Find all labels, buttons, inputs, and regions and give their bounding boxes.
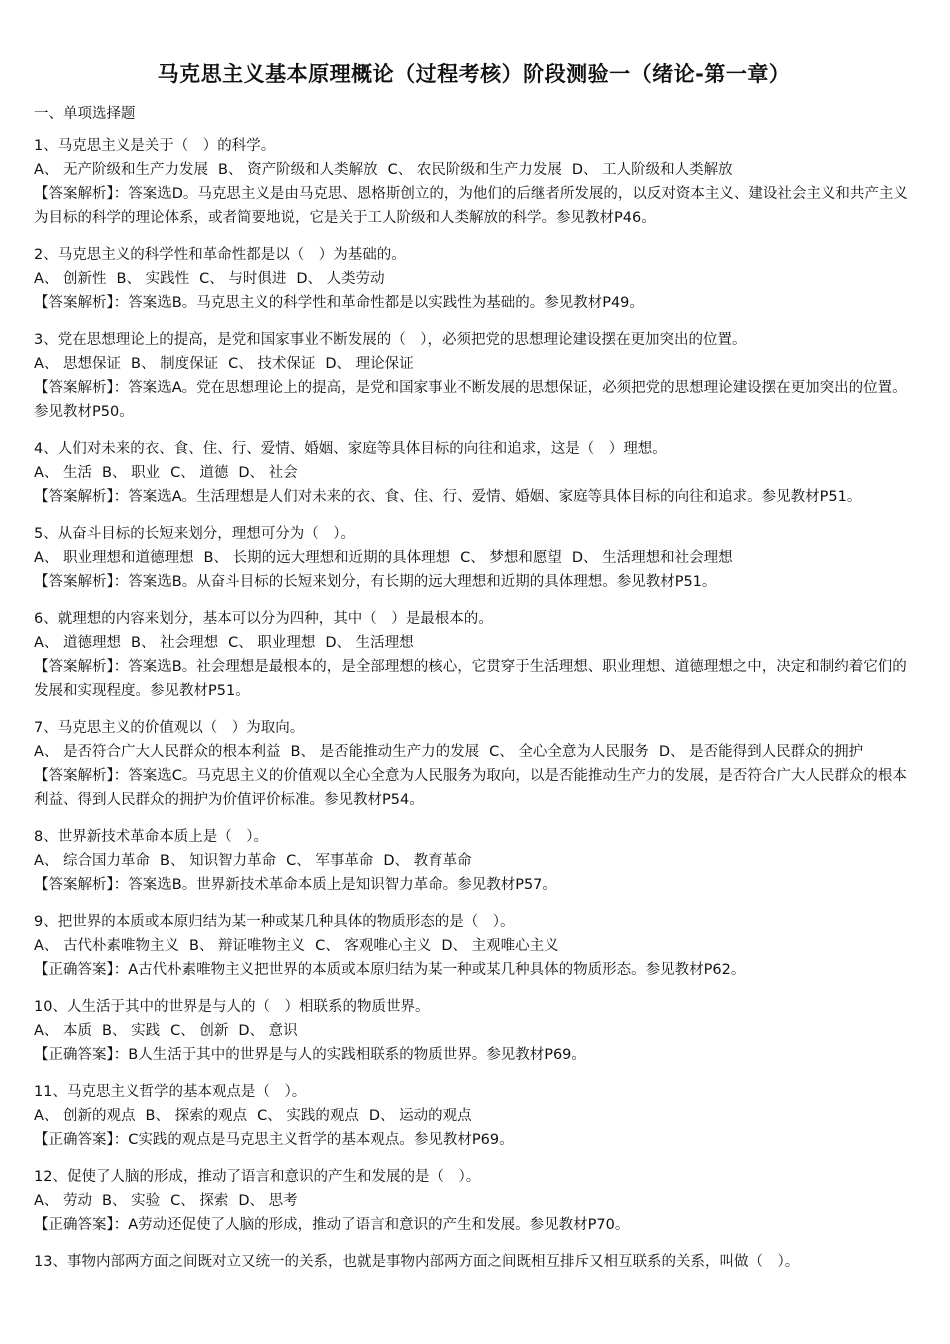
option-c: C、 军事革命 — [286, 853, 374, 869]
answer-text: A劳动还促使了人脑的形成，推动了语言和意识的产生和发展。参见教材P70。 — [128, 1217, 630, 1233]
question-stem: 2、马克思主义的科学性和革命性都是以（ ）为基础的。 — [34, 247, 406, 263]
option-a: A、 道德理想 — [34, 635, 122, 651]
answer-label: 【答案解析】： — [34, 659, 129, 675]
answer-text: 答案选C。马克思主义的价值观以全心全意为人民服务为取向，以是否能推动生产力的发展，是否符合广大人民群众的根本利益、得到人民群众的拥护为价值评价标准。参见教材P54。 — [34, 768, 907, 808]
question-options — [34, 631, 914, 655]
option-d: D、 是否能得到人民群众的拥护 — [658, 744, 864, 760]
option-d: D、 工人阶级和人类解放 — [571, 162, 733, 178]
question-stem: 6、就理想的内容来划分，基本可以分为四种，其中（ ）是最根本的。 — [34, 611, 493, 627]
answer-text: 答案选B。世界新技术革命本质上是知识智力革命。参见教材P57。 — [128, 877, 557, 893]
answer-label: 【正确答案】： — [34, 1047, 129, 1063]
question-item — [34, 437, 914, 509]
question-options — [34, 1104, 914, 1128]
option-b: B、 实验 — [102, 1193, 161, 1209]
question-options — [34, 1019, 914, 1043]
question-item — [34, 910, 914, 982]
answer-text: B人生活于其中的世界是与人的实践相联系的物质世界。参见教材P69。 — [128, 1047, 586, 1063]
question-options — [34, 546, 914, 570]
answer-explanation — [34, 764, 914, 812]
question-stem: 3、党在思想理论上的提高，是党和国家事业不断发展的（ ），必须把党的思想理论建设摆在更加突出的位置。 — [34, 332, 747, 348]
answer-text: 答案选B。从奋斗目标的长短来划分，有长期的远大理想和近期的具体理想。参见教材P51。 — [128, 574, 717, 590]
option-a: A、 职业理想和道德理想 — [34, 550, 194, 566]
question-options — [34, 461, 914, 485]
option-b: B、 是否能推动生产力的发展 — [290, 744, 480, 760]
option-c: C、 农民阶级和生产力发展 — [387, 162, 562, 178]
option-d: D、 运动的观点 — [368, 1108, 472, 1124]
question-stem: 13、事物内部两方面之间既对立又统一的关系，也就是事物内部两方面之间既相互排斥又相互联系的关系，叫做（ ）。 — [34, 1254, 800, 1270]
question-item — [34, 1165, 914, 1237]
option-c: C、 探索 — [170, 1193, 229, 1209]
answer-label: 【答案解析】： — [34, 186, 129, 202]
answer-text: 答案选A。党在思想理论上的提高，是党和国家事业不断发展的思想保证，必须把党的思想理论建设摆在更加突出的位置。参见教材P50。 — [34, 380, 907, 420]
answer-explanation — [34, 873, 914, 897]
option-d: D、 教育革命 — [383, 853, 472, 869]
option-a: A、 生活 — [34, 465, 93, 481]
question-list — [34, 134, 914, 1274]
option-c: C、 创新 — [170, 1023, 229, 1039]
option-c: C、 道德 — [170, 465, 229, 481]
question-item — [34, 995, 914, 1067]
question-options — [34, 849, 914, 873]
question-options — [34, 158, 914, 182]
option-a: A、 无产阶级和生产力发展 — [34, 162, 209, 178]
option-b: B、 知识智力革命 — [160, 853, 277, 869]
answer-explanation — [34, 291, 914, 315]
option-b: B、 实践性 — [116, 271, 190, 287]
option-a: A、 创新性 — [34, 271, 107, 287]
answer-explanation — [34, 570, 914, 594]
section-heading: 一、单项选择题 — [34, 106, 136, 122]
answer-label: 【答案解析】： — [34, 295, 129, 311]
option-d: D、 理论保证 — [325, 356, 414, 372]
answer-text: C实践的观点是马克思主义哲学的基本观点。参见教材P69。 — [128, 1132, 514, 1148]
question-item — [34, 522, 914, 594]
answer-text: 答案选B。马克思主义的科学性和革命性都是以实践性为基础的。参见教材P49。 — [128, 295, 644, 311]
option-b: B、 社会理想 — [131, 635, 219, 651]
answer-text: A古代朴素唯物主义把世界的本质或本原归结为某一种或某几种具体的物质形态。参见教材P62。 — [128, 962, 746, 978]
answer-explanation — [34, 1213, 914, 1237]
option-b: B、 制度保证 — [131, 356, 219, 372]
option-d: D、 生活理想和社会理想 — [571, 550, 733, 566]
question-item — [34, 134, 914, 230]
option-b: B、 辩证唯物主义 — [189, 938, 306, 954]
answer-explanation — [34, 958, 914, 982]
option-b: B、 职业 — [102, 465, 161, 481]
question-options — [34, 352, 914, 376]
question-item — [34, 716, 914, 812]
answer-explanation — [34, 376, 914, 424]
answer-explanation — [34, 1128, 914, 1152]
option-b: B、 实践 — [102, 1023, 161, 1039]
answer-label: 【正确答案】： — [34, 1132, 129, 1148]
answer-label: 【答案解析】： — [34, 574, 129, 590]
option-a: A、 思想保证 — [34, 356, 122, 372]
answer-label: 【正确答案】： — [34, 962, 129, 978]
question-stem: 12、促使了人脑的形成，推动了语言和意识的产生和发展的是（ ）。 — [34, 1169, 481, 1185]
question-options — [34, 934, 914, 958]
option-c: C、 职业理想 — [228, 635, 316, 651]
option-d: D、 思考 — [238, 1193, 298, 1209]
option-c: C、 实践的观点 — [257, 1108, 359, 1124]
question-item — [34, 1080, 914, 1152]
option-b: B、 探索的观点 — [145, 1108, 248, 1124]
option-c: C、 与时俱进 — [199, 271, 287, 287]
option-d: D、 意识 — [238, 1023, 298, 1039]
answer-text: 答案选A。生活理想是人们对未来的衣、食、住、行、爱情、婚姻、家庭等具体目标的向往和追求。参见教材P51。 — [128, 489, 862, 505]
question-stem: 5、从奋斗目标的长短来划分，理想可分为（ ）。 — [34, 526, 355, 542]
answer-explanation — [34, 655, 914, 703]
answer-label: 【答案解析】： — [34, 877, 129, 893]
question-item — [34, 243, 914, 315]
option-c: C、 技术保证 — [228, 356, 316, 372]
answer-label: 【答案解析】： — [34, 768, 129, 784]
option-c: C、 客观唯心主义 — [315, 938, 432, 954]
question-item — [34, 607, 914, 703]
option-d: D、 主观唯心主义 — [441, 938, 559, 954]
answer-label: 【答案解析】： — [34, 489, 129, 505]
option-d: D、 生活理想 — [325, 635, 414, 651]
option-a: A、 本质 — [34, 1023, 93, 1039]
option-b: B、 长期的远大理想和近期的具体理想 — [203, 550, 451, 566]
option-a: A、 综合国力革命 — [34, 853, 151, 869]
question-stem: 4、人们对未来的衣、食、住、行、爱情、婚姻、家庭等具体目标的向往和追求，这是（ ）理想。 — [34, 441, 667, 457]
question-stem: 1、马克思主义是关于（ ）的科学。 — [34, 138, 276, 154]
option-d: D、 人类劳动 — [296, 271, 385, 287]
answer-label: 【答案解析】： — [34, 380, 129, 396]
option-a: A、 古代朴素唯物主义 — [34, 938, 180, 954]
question-options — [34, 1189, 914, 1213]
answer-label: 【正确答案】： — [34, 1217, 129, 1233]
answer-text: 答案选B。社会理想是最根本的，是全部理想的核心，它贯穿于生活理想、职业理想、道德理想之中，决定和制约着它们的发展和实现程度。参见教材P51。 — [34, 659, 907, 699]
answer-explanation — [34, 182, 914, 230]
question-item — [34, 1250, 914, 1274]
option-c: C、 梦想和愿望 — [460, 550, 562, 566]
option-b: B、 资产阶级和人类解放 — [218, 162, 378, 178]
option-d: D、 社会 — [238, 465, 298, 481]
option-a: A、 是否符合广大人民群众的根本利益 — [34, 744, 281, 760]
question-options — [34, 740, 914, 764]
option-a: A、 创新的观点 — [34, 1108, 136, 1124]
question-stem: 11、马克思主义哲学的基本观点是（ ）。 — [34, 1084, 307, 1100]
question-item — [34, 825, 914, 897]
option-a: A、 劳动 — [34, 1193, 93, 1209]
document-title: 马克思主义基本原理概论（过程考核）阶段测验一（绪论-第一章） — [157, 62, 791, 86]
question-stem: 9、把世界的本质或本原归结为某一种或某几种具体的物质形态的是（ ）。 — [34, 914, 515, 930]
answer-explanation — [34, 485, 914, 509]
question-item — [34, 328, 914, 424]
question-stem: 7、马克思主义的价值观以（ ）为取向。 — [34, 720, 305, 736]
option-c: C、 全心全意为人民服务 — [489, 744, 649, 760]
answer-text: 答案选D。马克思主义是由马克思、恩格斯创立的，为他们的后继者所发展的，以反对资本主义、建设社会主义和共产主义为目标的科学的理论体系，或者简要地说，它是关于工人阶级和人类解放的科学。参见教材P46。 — [34, 186, 908, 226]
answer-explanation — [34, 1043, 914, 1067]
question-options — [34, 267, 914, 291]
question-stem: 8、世界新技术革命本质上是（ ）。 — [34, 829, 268, 845]
question-stem: 10、人生活于其中的世界是与人的（ ）相联系的物质世界。 — [34, 999, 430, 1015]
